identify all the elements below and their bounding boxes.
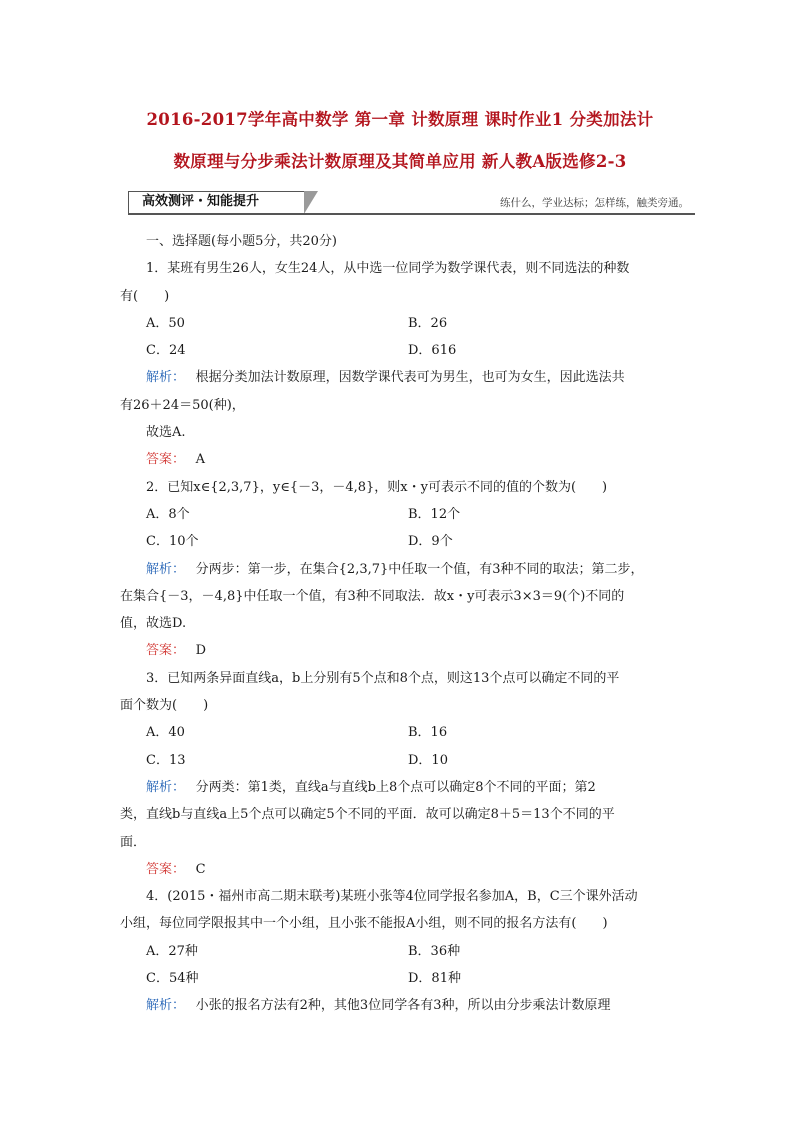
q1-option-d: D．616: [408, 343, 457, 359]
q4-options-row-1: [120, 938, 680, 965]
q3-option-a: A．40: [146, 725, 185, 741]
q3-option-b: B．16: [408, 725, 448, 741]
q2-option-b: B．12个: [408, 506, 461, 522]
document-title-line-2: 数原理与分步乘法计数原理及其简单应用 新人教A版选修2-3: [173, 152, 627, 171]
section-banner: [128, 191, 695, 215]
q1-stem-a: 1．某班有男生26人，女生24人，从中选一位同学为数学课代表，则不同选法的种数: [146, 261, 630, 277]
q2-option-d: D．9个: [408, 534, 453, 550]
q4-option-c: C．54种: [146, 971, 199, 987]
q1-options-row-2: [120, 337, 680, 364]
q2-stem: 2．已知x∈{2,3,7}，y∈{－3，－4,8}，则x・y可表示不同的值的个数为( ): [146, 479, 608, 495]
q3-solution-label: 解析：: [146, 779, 179, 795]
q3-answer-label: 答案：: [146, 861, 179, 877]
q3-option-d: D．10: [408, 752, 448, 768]
q2-option-c: C．10个: [146, 534, 199, 550]
q2-solution: [120, 556, 680, 583]
q2-solution-c: 值，故选D.: [120, 616, 187, 632]
q3-solution: [120, 774, 680, 801]
q1-options-row-1: [120, 310, 680, 337]
q1-solution-c: 故选A.: [146, 425, 186, 441]
q3-stem-b: 面个数为( ): [120, 698, 209, 714]
q1-solution-label: 解析：: [146, 370, 179, 386]
q4-solution: [120, 992, 680, 1019]
q4-option-d: D．81种: [408, 971, 461, 987]
document-title-line-1: 2016-2017学年高中数学 第一章 计数原理 课时作业1 分类加法计: [146, 110, 654, 129]
q3-solution-c: 面．: [120, 834, 147, 850]
exercise-content: [120, 228, 680, 1020]
q4-options-row-2: [120, 965, 680, 992]
q4-option-b: B．36种: [408, 943, 461, 959]
q2-solution-a: 分两步：第一步，在集合{2,3,7}中任取一个值，有3种不同的取法；第二步，: [195, 561, 644, 577]
q2-answer: [120, 637, 680, 664]
q3-stem-a: 3．已知两条异面直线a，b上分别有5个点和8个点，则这13个点可以确定不同的平: [146, 670, 620, 686]
q2-solution-label: 解析：: [146, 561, 179, 577]
q3-options-row-1: [120, 719, 680, 746]
q2-solution-b: 在集合{－3，－4,8}中任取一个值，有3种不同取法．故x・y可表示3×3＝9(个)不同的: [120, 588, 625, 604]
q4-option-a: A．27种: [146, 943, 198, 959]
q1-solution-b: 有26＋24＝50(种)，: [120, 397, 245, 413]
q1-solution: [120, 364, 680, 391]
q3-option-c: C．13: [146, 752, 186, 768]
q1-option-a: A．50: [146, 315, 185, 331]
banner-motto: 练什么，学业达标；怎样练，触类旁通。: [500, 197, 689, 209]
q2-answer-value: D: [195, 643, 207, 659]
q2-options-row-1: [120, 501, 680, 528]
q3-answer: [120, 856, 680, 883]
q1-answer-label: 答案：: [146, 452, 179, 468]
q1-solution-a: 根据分类加法计数原理，因数学课代表可为男生，也可为女生，因此选法共: [195, 370, 625, 386]
q3-options-row-2: [120, 747, 680, 774]
q2-answer-label: 答案：: [146, 643, 179, 659]
q2-options-row-2: [120, 528, 680, 555]
q1-stem-cont: 有( ): [120, 288, 170, 304]
q1-option-b: B．26: [408, 315, 448, 331]
q1-answer: [120, 446, 680, 473]
banner-underline: [128, 213, 695, 215]
q4-stem-a: 4．(2015・福州市高二期末联考)某班小张等4位同学报名参加A，B，C三个课外活动: [146, 889, 638, 905]
q4-stem-b: 小组，每位同学限报其中一个小组，且小张不能报A小组，则不同的报名方法有( ): [120, 916, 608, 932]
banner-wedge: [304, 191, 318, 214]
q4-solution-label: 解析：: [146, 998, 179, 1014]
q3-answer-value: C: [195, 861, 206, 877]
q3-solution-b: 类，直线b与直线a上5个点可以确定5个不同的平面．故可以确定8＋5＝13个不同的平: [120, 807, 615, 823]
q3-solution-a: 分两类：第1类，直线a与直线b上8个点可以确定8个不同的平面；第2: [195, 779, 596, 795]
section-heading: 一、选择题(每小题5分，共20分): [146, 234, 337, 249]
q1-option-c: C．24: [146, 343, 186, 359]
banner-tab-label: 高效测评・知能提升: [142, 194, 260, 209]
q1-stem: [120, 255, 680, 282]
q2-option-a: A．8个: [146, 506, 190, 522]
q4-solution-a: 小张的报名方法有2种，其他3位同学各有3种，所以由分步乘法计数原理: [195, 998, 611, 1014]
q1-answer-value: A: [195, 452, 206, 468]
